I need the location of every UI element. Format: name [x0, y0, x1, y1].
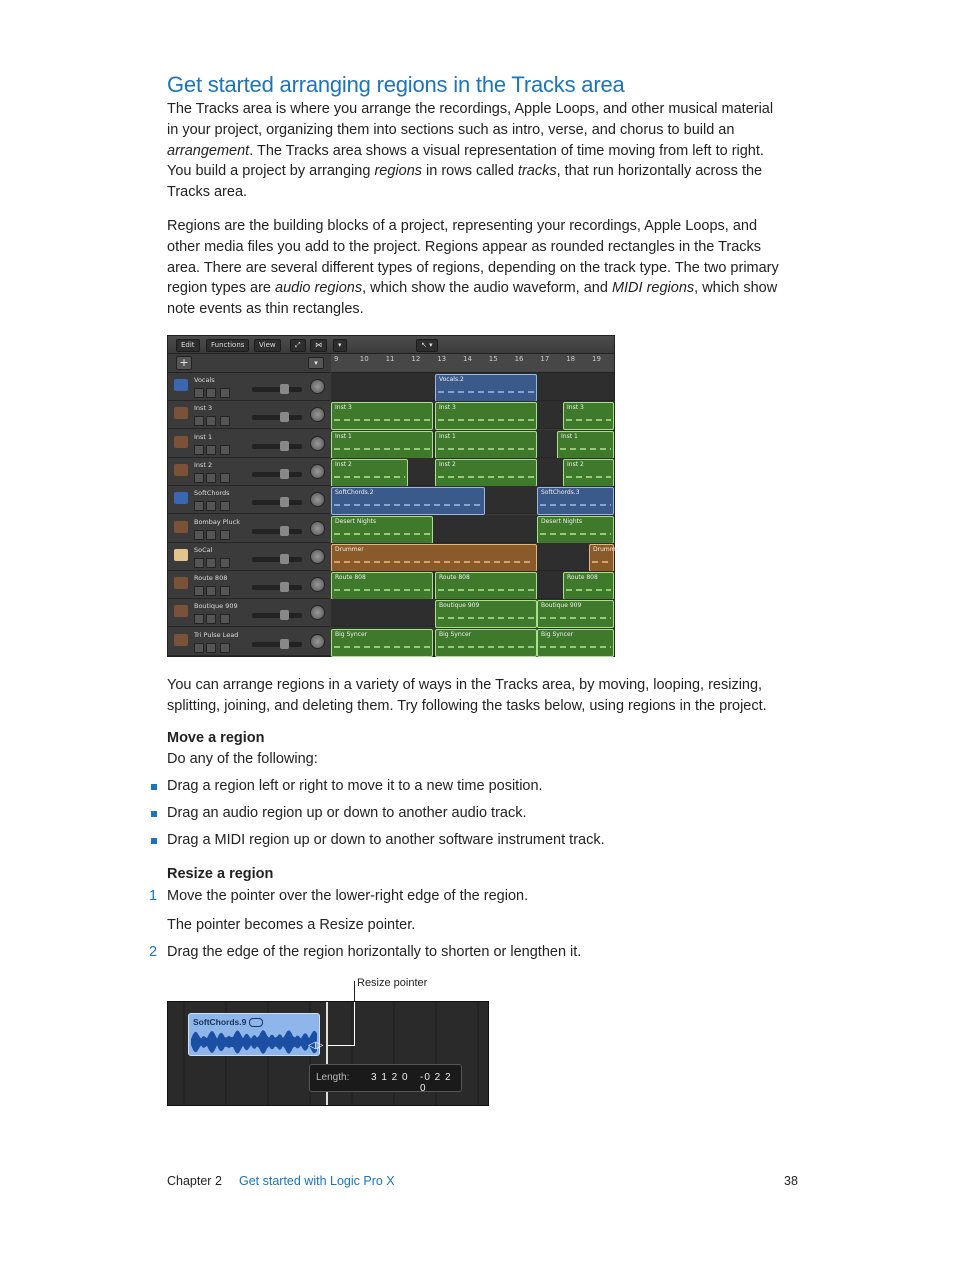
region-content — [438, 476, 534, 478]
track-instrument-icon — [174, 577, 188, 589]
track-lane[interactable] — [331, 599, 614, 627]
mute-button[interactable] — [194, 416, 204, 426]
length-help-tag — [309, 1064, 462, 1092]
volume-fader[interactable] — [252, 500, 302, 505]
intro-paragraph: The Tracks area is where you arrange the recordings, Apple Loops, and other musical material in your project, organizing them into sections such as intro, verse, and chorus to build an arrangement. The Tracks area shows a visual representation of time moving from left to right. You build a project by arranging regions in rows called tracks, that run horizontally across the Tracks area. — [167, 101, 774, 201]
track-instrument-icon — [174, 521, 188, 533]
record-enable-button[interactable] — [220, 586, 230, 596]
global-tracks-icon[interactable]: ▾ — [308, 357, 324, 369]
fader-knob[interactable] — [280, 526, 289, 536]
midi-region[interactable] — [435, 431, 537, 459]
ruler-bar-number: 12 — [411, 355, 421, 363]
volume-fader[interactable] — [252, 472, 302, 477]
step-note: The pointer becomes a Resize pointer. — [167, 917, 416, 933]
region-content — [566, 419, 611, 421]
softchords-region[interactable] — [188, 1013, 324, 1056]
delta-value: -0 2 2 0 — [420, 1072, 452, 1094]
pan-knob[interactable] — [310, 407, 325, 422]
record-enable-button[interactable] — [220, 388, 230, 398]
track-name: Inst 2 — [194, 460, 213, 469]
record-enable-button[interactable] — [220, 530, 230, 540]
region-label: Inst 1 — [335, 432, 352, 440]
region-label: Big Syncer — [335, 630, 368, 638]
region-content — [438, 589, 534, 591]
page-number: 38 — [784, 1174, 798, 1188]
track-header[interactable] — [168, 628, 330, 656]
headphones-icon[interactable] — [206, 416, 216, 426]
midi-region[interactable] — [435, 572, 537, 600]
ruler-bar-number: 19 — [592, 355, 601, 363]
midi-region[interactable] — [563, 572, 614, 600]
track-header[interactable] — [168, 430, 330, 458]
bullet-marker — [151, 838, 157, 844]
ruler-bar-number: 16 — [514, 355, 524, 363]
pan-knob[interactable] — [310, 492, 325, 507]
ruler-bar-number: 10 — [359, 355, 369, 363]
region-content — [334, 504, 482, 506]
fader-knob[interactable] — [280, 384, 289, 394]
region-label: Inst 3 — [335, 404, 352, 412]
midi-region[interactable] — [537, 600, 614, 628]
move-intro: Do any of the following: — [167, 751, 318, 767]
edit-menu[interactable]: Edit — [176, 339, 200, 352]
mute-button[interactable] — [194, 586, 204, 596]
fader-knob[interactable] — [280, 441, 289, 451]
volume-fader[interactable] — [252, 444, 302, 449]
region-content — [334, 476, 405, 478]
track-lane[interactable] — [331, 458, 614, 486]
midi-region[interactable] — [331, 459, 408, 487]
track-lane[interactable] — [331, 628, 614, 656]
fader-knob[interactable] — [280, 582, 289, 592]
volume-fader[interactable] — [252, 557, 302, 562]
flex-icon[interactable]: ⤢ — [290, 339, 306, 352]
track-name: Route 808 — [194, 574, 228, 583]
mute-button[interactable] — [194, 558, 204, 568]
pointer-leader-line — [328, 1045, 355, 1046]
resize-region-heading: Resize a region — [167, 866, 274, 882]
footer-chapter-link[interactable]: Get started with Logic Pro X — [239, 1174, 395, 1188]
region-label: Desert Nights — [335, 517, 377, 525]
ruler-bar-number: 17 — [540, 355, 550, 363]
track-instrument-icon — [174, 464, 188, 476]
drummer-region[interactable] — [589, 544, 620, 572]
region-label: Drumme — [593, 545, 620, 553]
region-label: Big Syncer — [541, 630, 574, 638]
length-value: 3 1 2 0 — [371, 1072, 409, 1083]
headphones-icon[interactable] — [206, 445, 216, 455]
ruler-bar-number: 15 — [488, 355, 498, 363]
step-number: 1 — [149, 888, 158, 904]
pan-knob[interactable] — [310, 436, 325, 451]
track-instrument-icon — [174, 605, 188, 617]
move-region-heading: Move a region — [167, 730, 265, 746]
track-name: Tri Pulse Lead — [194, 630, 239, 639]
region-content — [592, 561, 611, 563]
record-enable-button[interactable] — [220, 501, 230, 511]
region-content — [438, 646, 534, 648]
fader-knob[interactable] — [280, 412, 289, 422]
midi-region[interactable] — [435, 600, 537, 628]
pointer-tool-icon[interactable]: ↖ ▾ — [416, 339, 438, 352]
region-content — [540, 504, 611, 506]
loop-icon — [249, 1018, 263, 1027]
midi-region[interactable] — [331, 572, 433, 600]
track-instrument-icon — [174, 634, 188, 646]
functions-menu[interactable]: Functions — [206, 339, 249, 352]
volume-fader[interactable] — [252, 585, 302, 590]
ruler-bar-number: 9 — [334, 355, 339, 363]
record-enable-button[interactable] — [220, 643, 230, 653]
bullet-item: Drag an audio region up or down to another audio track. — [167, 805, 527, 821]
midi-region[interactable] — [563, 402, 614, 430]
region-content — [566, 589, 611, 591]
ruler-bar-number: 14 — [463, 355, 472, 363]
headphones-icon[interactable] — [206, 643, 216, 653]
volume-fader[interactable] — [252, 613, 302, 618]
resize-pointer-callout: Resize pointer — [357, 977, 428, 989]
region-content — [334, 561, 534, 563]
headphones-icon[interactable] — [206, 614, 216, 624]
pan-knob[interactable] — [310, 605, 325, 620]
track-header[interactable] — [168, 543, 330, 571]
bar-ruler[interactable] — [331, 354, 614, 373]
bullet-item: Drag a MIDI region up or down to another software instrument track. — [167, 832, 605, 848]
track-header[interactable] — [168, 486, 330, 514]
region-content — [334, 589, 430, 591]
region-content — [566, 476, 611, 478]
arrange-paragraph: You can arrange regions in a variety of ways in the Tracks area, by moving, looping, resizing, splitting, joining, and deleting them. Try following the tasks below, using regions in the project. — [167, 677, 767, 714]
region-content — [438, 419, 534, 421]
pan-knob[interactable] — [310, 634, 325, 649]
ruler-bar-number: 11 — [385, 355, 395, 363]
region-content — [334, 646, 430, 648]
step-number: 2 — [149, 944, 158, 960]
region-content — [540, 617, 611, 619]
volume-fader[interactable] — [252, 387, 302, 392]
record-enable-button[interactable] — [220, 445, 230, 455]
bullet-marker — [151, 811, 157, 817]
track-instrument-icon — [174, 549, 188, 561]
midi-region[interactable] — [557, 431, 614, 459]
headphones-icon[interactable] — [206, 388, 216, 398]
region-content — [540, 646, 611, 648]
track-name: Vocals — [194, 376, 215, 384]
track-header[interactable] — [168, 571, 330, 599]
track-instrument-icon — [174, 436, 188, 448]
region-label: Desert Nights — [541, 517, 583, 525]
region-content — [438, 617, 534, 619]
region-content — [334, 448, 430, 450]
volume-fader[interactable] — [252, 529, 302, 534]
headphones-icon[interactable] — [206, 558, 216, 568]
region-label: Route 808 — [335, 574, 366, 582]
step-text: Drag the edge of the region horizontally to shorten or lengthen it. — [167, 944, 582, 960]
midi-region[interactable] — [331, 516, 433, 544]
track-header[interactable] — [168, 458, 330, 486]
region-label: SoftChords.3 — [541, 489, 580, 497]
headphones-icon[interactable] — [206, 586, 216, 596]
drummer-region[interactable] — [331, 544, 537, 572]
audio-region[interactable] — [435, 374, 537, 402]
region-label: Big Syncer — [439, 630, 472, 638]
view-menu[interactable]: View — [254, 339, 281, 352]
record-enable-button[interactable] — [220, 473, 230, 483]
record-enable-button[interactable] — [220, 416, 230, 426]
tracks-area-screenshot — [167, 335, 620, 657]
region-label: SoftChords.2 — [335, 489, 374, 497]
volume-fader[interactable] — [252, 415, 302, 420]
midi-region[interactable] — [435, 459, 537, 487]
resize-screenshot — [167, 1001, 489, 1106]
track-lane[interactable] — [331, 430, 614, 458]
region-label: Route 808 — [439, 574, 470, 582]
headphones-icon[interactable] — [206, 530, 216, 540]
mute-button[interactable] — [194, 445, 204, 455]
midi-region[interactable] — [331, 431, 433, 459]
track-name: SoCal — [194, 545, 213, 554]
midi-region[interactable] — [331, 629, 433, 657]
region-label: Inst 2 — [439, 460, 456, 468]
track-header[interactable] — [168, 515, 330, 543]
record-enable-button[interactable] — [220, 614, 230, 624]
track-header-bar — [168, 354, 330, 373]
midi-region[interactable] — [537, 629, 614, 657]
region-label: SoftChords.9 — [193, 1017, 263, 1027]
fader-knob[interactable] — [280, 497, 289, 507]
regions-paragraph: Regions are the building blocks of a project, representing your recordings, Apple Loops, and other media files you add to the project. Regions appear as rounded rectangles in the Tracks area. There are several different types of regions, depending on the track type. The two primary region types are audio regions, which show the audio waveform, and MIDI regions, which show note events as thin rectangles. — [167, 218, 779, 318]
pan-knob[interactable] — [310, 521, 325, 536]
pan-knob[interactable] — [310, 464, 325, 479]
region-label: Inst 2 — [335, 460, 352, 468]
region-label: Inst 1 — [561, 432, 578, 440]
midi-region[interactable] — [537, 516, 614, 544]
track-instrument-icon — [174, 492, 188, 504]
region-content — [438, 448, 534, 450]
track-header[interactable] — [168, 599, 330, 627]
headphones-icon[interactable] — [206, 473, 216, 483]
region-label: Inst 2 — [567, 460, 584, 468]
audio-region[interactable] — [537, 487, 614, 515]
mute-button[interactable] — [194, 530, 204, 540]
fader-knob[interactable] — [280, 639, 289, 649]
region-content — [334, 419, 430, 421]
region-label: Vocals.2 — [439, 376, 464, 383]
pan-knob[interactable] — [310, 549, 325, 564]
record-enable-button[interactable] — [220, 558, 230, 568]
mute-button[interactable] — [194, 643, 204, 653]
track-lane[interactable] — [331, 571, 614, 599]
step-text: Move the pointer over the lower-right edge of the region. — [167, 888, 529, 904]
fader-knob[interactable] — [280, 554, 289, 564]
resize-pointer-icon: ◁▷ — [308, 1040, 324, 1051]
region-content — [438, 391, 534, 393]
track-lane[interactable] — [331, 401, 614, 429]
pan-knob[interactable] — [310, 577, 325, 592]
track-header[interactable] — [168, 373, 330, 401]
volume-fader[interactable] — [252, 642, 302, 647]
mute-button[interactable] — [194, 501, 204, 511]
track-instrument-icon — [174, 379, 188, 391]
audio-region[interactable] — [331, 487, 485, 515]
region-label: Drummer — [335, 545, 364, 553]
track-lane[interactable] — [331, 515, 614, 543]
fader-knob[interactable] — [280, 610, 289, 620]
fader-knob[interactable] — [280, 469, 289, 479]
track-name: Inst 3 — [194, 404, 213, 413]
midi-region[interactable] — [435, 402, 537, 430]
mute-button[interactable] — [194, 473, 204, 483]
region-label: Boutique 909 — [439, 602, 480, 610]
region-label: Boutique 909 — [541, 602, 582, 610]
region-label: Inst 1 — [439, 432, 456, 440]
tracks-toolbar — [168, 336, 614, 354]
region-label: Inst 3 — [567, 404, 584, 412]
mute-button[interactable] — [194, 388, 204, 398]
length-label: Length: — [316, 1072, 350, 1083]
track-name: SoftChords — [194, 489, 230, 498]
track-instrument-icon — [174, 407, 188, 419]
track-lane[interactable] — [331, 543, 620, 571]
bullet-item: Drag a region left or right to move it to a new time position. — [167, 778, 543, 794]
midi-region[interactable] — [435, 629, 537, 657]
ruler-bar-number: 18 — [566, 355, 576, 363]
waveform — [191, 1031, 317, 1053]
track-lane[interactable] — [331, 373, 614, 401]
ruler-bar-number: 13 — [437, 355, 447, 363]
track-name: Boutique 909 — [194, 602, 238, 611]
midi-region[interactable] — [331, 402, 433, 430]
mute-button[interactable] — [194, 614, 204, 624]
pointer-leader-vertical — [354, 1002, 355, 1046]
region-content — [560, 448, 611, 450]
region-content — [334, 533, 430, 535]
track-name: Inst 1 — [194, 432, 213, 441]
region-label: Inst 3 — [439, 404, 456, 412]
track-lane[interactable] — [331, 486, 614, 514]
page-title: Get started arranging regions in the Tracks area — [167, 72, 625, 97]
pan-knob[interactable] — [310, 379, 325, 394]
region-content — [540, 533, 611, 535]
region-label: Route 808 — [567, 574, 598, 582]
bullet-marker — [151, 784, 157, 790]
snap-icon[interactable]: ▾ — [333, 339, 347, 352]
midi-region[interactable] — [563, 459, 614, 487]
add-track-icon[interactable]: + — [176, 356, 192, 370]
track-header[interactable] — [168, 401, 330, 429]
headphones-icon[interactable] — [206, 501, 216, 511]
catch-icon[interactable]: ⋈ — [310, 339, 327, 352]
track-name: Bombay Pluck — [194, 517, 240, 526]
footer-chapter: Chapter 2 — [167, 1174, 222, 1188]
